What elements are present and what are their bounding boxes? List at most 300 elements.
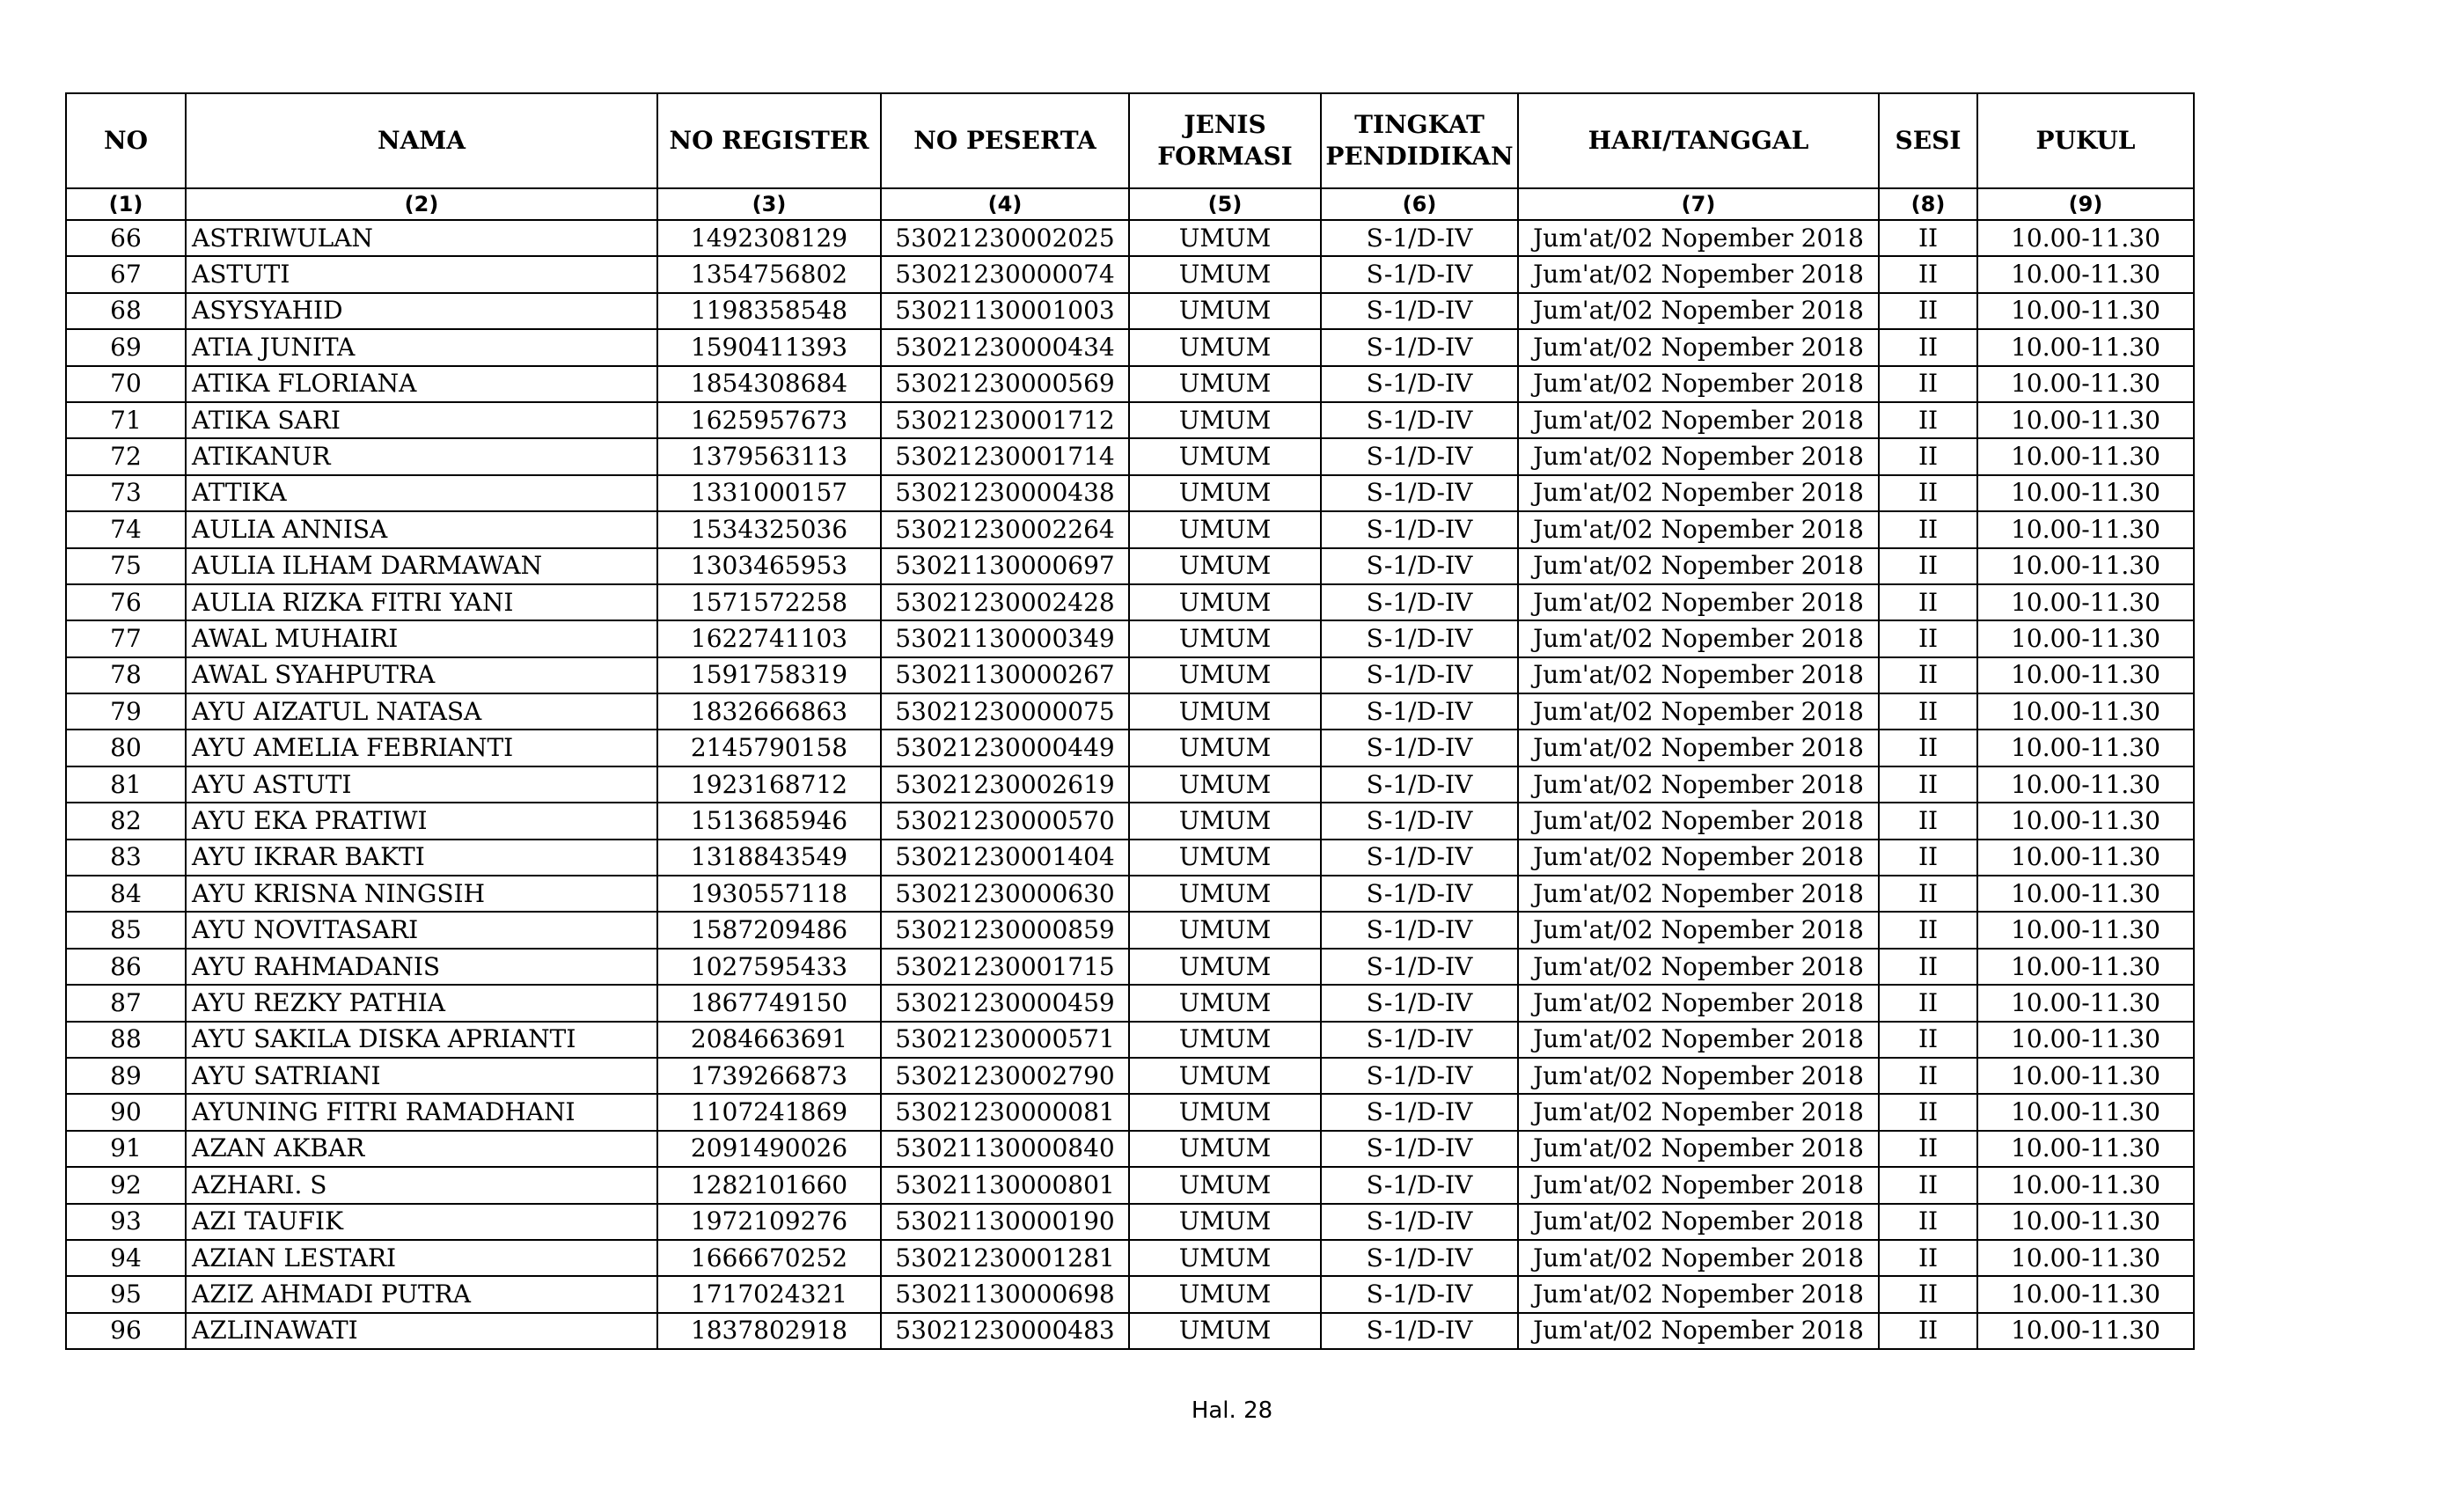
cell-no-peserta: 53021130000840 [881,1131,1129,1167]
cell-no: 81 [66,766,186,803]
cell-tingkat-pendidikan: S-1/D-IV [1321,438,1518,474]
cell-jenis-formasi: UMUM [1129,840,1321,876]
cell-pukul: 10.00-11.30 [1977,511,2194,547]
cell-jenis-formasi: UMUM [1129,511,1321,547]
table-row [66,220,2194,256]
header-pukul: PUKUL [1977,93,2194,188]
cell-no-peserta: 53021230000081 [881,1094,1129,1130]
cell-no: 67 [66,256,186,292]
column-number: (8) [1879,188,1977,220]
table-row [66,1058,2194,1094]
participant-table [65,92,2195,1350]
cell-no-register: 1923168712 [657,766,881,803]
cell-no-register: 2145790158 [657,730,881,766]
cell-sesi: II [1879,1313,1977,1349]
cell-no-peserta: 53021130001003 [881,293,1129,329]
cell-jenis-formasi: UMUM [1129,475,1321,511]
cell-no-register: 1587209486 [657,912,881,948]
cell-nama: ASYSYAHID [186,293,657,329]
cell-hari-tanggal: Jum'at/02 Nopember 2018 [1518,1313,1879,1349]
cell-no: 94 [66,1240,186,1276]
cell-jenis-formasi: UMUM [1129,329,1321,365]
cell-pukul: 10.00-11.30 [1977,329,2194,365]
table-row [66,548,2194,584]
cell-sesi: II [1879,912,1977,948]
cell-no-peserta: 53021230000449 [881,730,1129,766]
cell-no-peserta: 53021230002790 [881,1058,1129,1094]
cell-no-peserta: 53021130000190 [881,1204,1129,1240]
cell-no-register: 1972109276 [657,1204,881,1240]
cell-no: 96 [66,1313,186,1349]
cell-hari-tanggal: Jum'at/02 Nopember 2018 [1518,548,1879,584]
table-row [66,256,2194,292]
cell-nama: AYU RAHMADANIS [186,949,657,985]
cell-no-register: 1318843549 [657,840,881,876]
cell-hari-tanggal: Jum'at/02 Nopember 2018 [1518,584,1879,620]
cell-sesi: II [1879,438,1977,474]
cell-jenis-formasi: UMUM [1129,985,1321,1021]
cell-no: 83 [66,840,186,876]
cell-nama: AWAL MUHAIRI [186,620,657,656]
cell-sesi: II [1879,1094,1977,1130]
table-row [66,1313,2194,1349]
cell-sesi: II [1879,1240,1977,1276]
cell-tingkat-pendidikan: S-1/D-IV [1321,1167,1518,1203]
cell-tingkat-pendidikan: S-1/D-IV [1321,730,1518,766]
cell-pukul: 10.00-11.30 [1977,803,2194,839]
table-row [66,402,2194,438]
cell-jenis-formasi: UMUM [1129,402,1321,438]
cell-no-register: 1492308129 [657,220,881,256]
cell-jenis-formasi: UMUM [1129,912,1321,948]
cell-pukul: 10.00-11.30 [1977,475,2194,511]
cell-hari-tanggal: Jum'at/02 Nopember 2018 [1518,438,1879,474]
cell-no-peserta: 53021230000483 [881,1313,1129,1349]
cell-hari-tanggal: Jum'at/02 Nopember 2018 [1518,1204,1879,1240]
table-row [66,438,2194,474]
cell-nama: AZIAN LESTARI [186,1240,657,1276]
cell-hari-tanggal: Jum'at/02 Nopember 2018 [1518,366,1879,402]
cell-no-register: 1591758319 [657,657,881,693]
cell-sesi: II [1879,366,1977,402]
cell-no-register: 2084663691 [657,1022,881,1058]
cell-tingkat-pendidikan: S-1/D-IV [1321,1022,1518,1058]
cell-tingkat-pendidikan: S-1/D-IV [1321,475,1518,511]
cell-tingkat-pendidikan: S-1/D-IV [1321,293,1518,329]
cell-no: 84 [66,876,186,912]
table-row [66,511,2194,547]
table-row [66,985,2194,1021]
column-number: (9) [1977,188,2194,220]
cell-no-peserta: 53021230001714 [881,438,1129,474]
cell-sesi: II [1879,693,1977,730]
cell-pukul: 10.00-11.30 [1977,402,2194,438]
cell-nama: AZI TAUFIK [186,1204,657,1240]
cell-pukul: 10.00-11.30 [1977,620,2194,656]
cell-tingkat-pendidikan: S-1/D-IV [1321,620,1518,656]
cell-tingkat-pendidikan: S-1/D-IV [1321,220,1518,256]
cell-no: 69 [66,329,186,365]
cell-tingkat-pendidikan: S-1/D-IV [1321,1094,1518,1130]
table-row [66,1131,2194,1167]
cell-jenis-formasi: UMUM [1129,1204,1321,1240]
header-row [66,93,2194,188]
cell-sesi: II [1879,949,1977,985]
cell-tingkat-pendidikan: S-1/D-IV [1321,1058,1518,1094]
cell-no: 91 [66,1131,186,1167]
table-row [66,1022,2194,1058]
cell-pukul: 10.00-11.30 [1977,584,2194,620]
cell-hari-tanggal: Jum'at/02 Nopember 2018 [1518,1094,1879,1130]
cell-jenis-formasi: UMUM [1129,1131,1321,1167]
cell-jenis-formasi: UMUM [1129,657,1321,693]
cell-nama: ATIKANUR [186,438,657,474]
cell-sesi: II [1879,1167,1977,1203]
cell-hari-tanggal: Jum'at/02 Nopember 2018 [1518,766,1879,803]
column-number: (1) [66,188,186,220]
cell-no: 66 [66,220,186,256]
cell-no-register: 1198358548 [657,293,881,329]
cell-tingkat-pendidikan: S-1/D-IV [1321,548,1518,584]
cell-pukul: 10.00-11.30 [1977,1240,2194,1276]
header-no-peserta: NO PESERTA [881,93,1129,188]
cell-nama: ATIKA SARI [186,402,657,438]
cell-no: 72 [66,438,186,474]
header-tingkat-pendidikan: TINGKAT PENDIDIKAN [1321,93,1518,188]
cell-hari-tanggal: Jum'at/02 Nopember 2018 [1518,1167,1879,1203]
table-row [66,876,2194,912]
cell-jenis-formasi: UMUM [1129,438,1321,474]
cell-tingkat-pendidikan: S-1/D-IV [1321,1204,1518,1240]
cell-pukul: 10.00-11.30 [1977,840,2194,876]
cell-no-register: 1027595433 [657,949,881,985]
cell-jenis-formasi: UMUM [1129,693,1321,730]
header-sesi: SESI [1879,93,1977,188]
table-row [66,475,2194,511]
cell-pukul: 10.00-11.30 [1977,949,2194,985]
cell-nama: ATIA JUNITA [186,329,657,365]
cell-hari-tanggal: Jum'at/02 Nopember 2018 [1518,730,1879,766]
cell-sesi: II [1879,840,1977,876]
cell-nama: AYU REZKY PATHIA [186,985,657,1021]
cell-tingkat-pendidikan: S-1/D-IV [1321,1240,1518,1276]
cell-pukul: 10.00-11.30 [1977,1094,2194,1130]
cell-jenis-formasi: UMUM [1129,876,1321,912]
cell-no-peserta: 53021230002025 [881,220,1129,256]
cell-pukul: 10.00-11.30 [1977,693,2194,730]
table-row [66,366,2194,402]
cell-hari-tanggal: Jum'at/02 Nopember 2018 [1518,475,1879,511]
cell-tingkat-pendidikan: S-1/D-IV [1321,949,1518,985]
cell-pukul: 10.00-11.30 [1977,1131,2194,1167]
cell-no-peserta: 53021230000569 [881,366,1129,402]
cell-sesi: II [1879,730,1977,766]
cell-nama: ATIKA FLORIANA [186,366,657,402]
cell-no: 70 [66,366,186,402]
cell-nama: ASTUTI [186,256,657,292]
header-no-register: NO REGISTER [657,93,881,188]
header-no: NO [66,93,186,188]
cell-tingkat-pendidikan: S-1/D-IV [1321,402,1518,438]
cell-pukul: 10.00-11.30 [1977,548,2194,584]
table-row [66,1204,2194,1240]
cell-sesi: II [1879,402,1977,438]
cell-tingkat-pendidikan: S-1/D-IV [1321,366,1518,402]
cell-nama: AZAN AKBAR [186,1131,657,1167]
cell-sesi: II [1879,985,1977,1021]
cell-hari-tanggal: Jum'at/02 Nopember 2018 [1518,693,1879,730]
cell-sesi: II [1879,766,1977,803]
cell-hari-tanggal: Jum'at/02 Nopember 2018 [1518,985,1879,1021]
cell-sesi: II [1879,256,1977,292]
cell-no-register: 1303465953 [657,548,881,584]
table-row [66,840,2194,876]
table-row [66,657,2194,693]
cell-no: 75 [66,548,186,584]
cell-jenis-formasi: UMUM [1129,366,1321,402]
cell-pukul: 10.00-11.30 [1977,912,2194,948]
table-row [66,584,2194,620]
cell-no-peserta: 53021130000267 [881,657,1129,693]
cell-no-register: 1534325036 [657,511,881,547]
cell-no-register: 1739266873 [657,1058,881,1094]
cell-sesi: II [1879,329,1977,365]
cell-nama: AYUNING FITRI RAMADHANI [186,1094,657,1130]
cell-sesi: II [1879,548,1977,584]
cell-no-register: 2091490026 [657,1131,881,1167]
cell-tingkat-pendidikan: S-1/D-IV [1321,985,1518,1021]
cell-tingkat-pendidikan: S-1/D-IV [1321,803,1518,839]
cell-nama: AYU SATRIANI [186,1058,657,1094]
table-row [66,293,2194,329]
cell-nama: ATTIKA [186,475,657,511]
cell-tingkat-pendidikan: S-1/D-IV [1321,511,1518,547]
cell-jenis-formasi: UMUM [1129,766,1321,803]
cell-nama: AYU IKRAR BAKTI [186,840,657,876]
cell-sesi: II [1879,1058,1977,1094]
cell-no-peserta: 53021230001281 [881,1240,1129,1276]
cell-no-peserta: 53021230000438 [881,475,1129,511]
cell-no-register: 1571572258 [657,584,881,620]
column-number: (4) [881,188,1129,220]
cell-tingkat-pendidikan: S-1/D-IV [1321,766,1518,803]
cell-nama: AZIZ AHMADI PUTRA [186,1276,657,1312]
cell-no: 73 [66,475,186,511]
cell-hari-tanggal: Jum'at/02 Nopember 2018 [1518,620,1879,656]
column-number: (7) [1518,188,1879,220]
cell-pukul: 10.00-11.30 [1977,293,2194,329]
column-number-row [66,188,2194,220]
cell-no-register: 1867749150 [657,985,881,1021]
cell-tingkat-pendidikan: S-1/D-IV [1321,256,1518,292]
cell-jenis-formasi: UMUM [1129,293,1321,329]
cell-pukul: 10.00-11.30 [1977,366,2194,402]
cell-sesi: II [1879,1204,1977,1240]
cell-no-peserta: 53021230000571 [881,1022,1129,1058]
cell-hari-tanggal: Jum'at/02 Nopember 2018 [1518,949,1879,985]
cell-no-register: 1837802918 [657,1313,881,1349]
cell-tingkat-pendidikan: S-1/D-IV [1321,329,1518,365]
cell-jenis-formasi: UMUM [1129,949,1321,985]
cell-no-peserta: 53021230000075 [881,693,1129,730]
cell-pukul: 10.00-11.30 [1977,220,2194,256]
cell-nama: AYU AMELIA FEBRIANTI [186,730,657,766]
cell-nama: AULIA ANNISA [186,511,657,547]
cell-pukul: 10.00-11.30 [1977,1058,2194,1094]
cell-hari-tanggal: Jum'at/02 Nopember 2018 [1518,803,1879,839]
table-row [66,1167,2194,1203]
cell-pukul: 10.00-11.30 [1977,657,2194,693]
cell-hari-tanggal: Jum'at/02 Nopember 2018 [1518,1058,1879,1094]
cell-no-peserta: 53021130000349 [881,620,1129,656]
cell-no: 68 [66,293,186,329]
cell-no: 87 [66,985,186,1021]
cell-hari-tanggal: Jum'at/02 Nopember 2018 [1518,293,1879,329]
cell-no-peserta: 53021230001404 [881,840,1129,876]
cell-no: 89 [66,1058,186,1094]
cell-no-peserta: 53021130000698 [881,1276,1129,1312]
cell-tingkat-pendidikan: S-1/D-IV [1321,584,1518,620]
cell-sesi: II [1879,511,1977,547]
cell-no-register: 1625957673 [657,402,881,438]
header-hari-tanggal: HARI/TANGGAL [1518,93,1879,188]
cell-no-peserta: 53021230002619 [881,766,1129,803]
cell-no-peserta: 53021230000434 [881,329,1129,365]
cell-no-register: 1379563113 [657,438,881,474]
table-row [66,329,2194,365]
cell-tingkat-pendidikan: S-1/D-IV [1321,1276,1518,1312]
cell-pukul: 10.00-11.30 [1977,985,2194,1021]
cell-nama: AYU SAKILA DISKA APRIANTI [186,1022,657,1058]
cell-no: 79 [66,693,186,730]
cell-no-register: 1930557118 [657,876,881,912]
cell-tingkat-pendidikan: S-1/D-IV [1321,876,1518,912]
cell-no-register: 1832666863 [657,693,881,730]
cell-hari-tanggal: Jum'at/02 Nopember 2018 [1518,1240,1879,1276]
cell-no-peserta: 53021230000074 [881,256,1129,292]
cell-jenis-formasi: UMUM [1129,1276,1321,1312]
cell-pukul: 10.00-11.30 [1977,1167,2194,1203]
cell-no: 77 [66,620,186,656]
table-row [66,1240,2194,1276]
header-nama: NAMA [186,93,657,188]
cell-no-peserta: 53021230000459 [881,985,1129,1021]
cell-no-register: 1590411393 [657,329,881,365]
cell-jenis-formasi: UMUM [1129,620,1321,656]
header-jenis-formasi: JENIS FORMASI [1129,93,1321,188]
table-row [66,766,2194,803]
table-row [66,949,2194,985]
cell-hari-tanggal: Jum'at/02 Nopember 2018 [1518,1131,1879,1167]
table-row [66,730,2194,766]
cell-nama: AYU KRISNA NINGSIH [186,876,657,912]
cell-jenis-formasi: UMUM [1129,1240,1321,1276]
cell-no: 74 [66,511,186,547]
cell-sesi: II [1879,620,1977,656]
cell-no-peserta: 53021230001712 [881,402,1129,438]
cell-hari-tanggal: Jum'at/02 Nopember 2018 [1518,329,1879,365]
cell-hari-tanggal: Jum'at/02 Nopember 2018 [1518,402,1879,438]
table-header [66,93,2194,220]
cell-no: 92 [66,1167,186,1203]
cell-sesi: II [1879,584,1977,620]
cell-sesi: II [1879,1276,1977,1312]
page-number: Hal. 28 [1191,1397,1273,1424]
table-body [66,220,2194,1349]
cell-no: 82 [66,803,186,839]
cell-hari-tanggal: Jum'at/02 Nopember 2018 [1518,840,1879,876]
cell-tingkat-pendidikan: S-1/D-IV [1321,657,1518,693]
cell-nama: AULIA ILHAM DARMAWAN [186,548,657,584]
cell-pukul: 10.00-11.30 [1977,1204,2194,1240]
cell-pukul: 10.00-11.30 [1977,1313,2194,1349]
cell-hari-tanggal: Jum'at/02 Nopember 2018 [1518,220,1879,256]
cell-no: 90 [66,1094,186,1130]
cell-nama: AYU EKA PRATIWI [186,803,657,839]
cell-no-register: 1622741103 [657,620,881,656]
cell-jenis-formasi: UMUM [1129,256,1321,292]
cell-no-register: 1666670252 [657,1240,881,1276]
cell-jenis-formasi: UMUM [1129,220,1321,256]
cell-sesi: II [1879,876,1977,912]
cell-no-peserta: 53021130000697 [881,548,1129,584]
cell-hari-tanggal: Jum'at/02 Nopember 2018 [1518,256,1879,292]
table-row [66,803,2194,839]
cell-pukul: 10.00-11.30 [1977,1022,2194,1058]
cell-jenis-formasi: UMUM [1129,1094,1321,1130]
cell-no-peserta: 53021230002264 [881,511,1129,547]
cell-tingkat-pendidikan: S-1/D-IV [1321,840,1518,876]
cell-no-peserta: 53021230000630 [881,876,1129,912]
cell-no-peserta: 53021130000801 [881,1167,1129,1203]
cell-jenis-formasi: UMUM [1129,584,1321,620]
table-row [66,693,2194,730]
cell-sesi: II [1879,657,1977,693]
table-row [66,1276,2194,1312]
cell-no-register: 1331000157 [657,475,881,511]
cell-jenis-formasi: UMUM [1129,730,1321,766]
cell-no-register: 1513685946 [657,803,881,839]
cell-pukul: 10.00-11.30 [1977,256,2194,292]
cell-nama: AYU AIZATUL NATASA [186,693,657,730]
cell-jenis-formasi: UMUM [1129,1022,1321,1058]
cell-tingkat-pendidikan: S-1/D-IV [1321,1131,1518,1167]
cell-no-register: 1854308684 [657,366,881,402]
cell-no-register: 1717024321 [657,1276,881,1312]
cell-nama: AZLINAWATI [186,1313,657,1349]
cell-sesi: II [1879,803,1977,839]
cell-no: 86 [66,949,186,985]
cell-pukul: 10.00-11.30 [1977,730,2194,766]
cell-no-register: 1282101660 [657,1167,881,1203]
cell-hari-tanggal: Jum'at/02 Nopember 2018 [1518,876,1879,912]
table-row [66,912,2194,948]
cell-hari-tanggal: Jum'at/02 Nopember 2018 [1518,1022,1879,1058]
cell-sesi: II [1879,1131,1977,1167]
table-row [66,1094,2194,1130]
cell-no: 76 [66,584,186,620]
cell-nama: AYU ASTUTI [186,766,657,803]
column-number: (6) [1321,188,1518,220]
cell-no: 95 [66,1276,186,1312]
cell-no: 80 [66,730,186,766]
cell-jenis-formasi: UMUM [1129,548,1321,584]
cell-hari-tanggal: Jum'at/02 Nopember 2018 [1518,1276,1879,1312]
cell-no-register: 1107241869 [657,1094,881,1130]
column-number: (5) [1129,188,1321,220]
cell-no-peserta: 53021230000570 [881,803,1129,839]
cell-no-peserta: 53021230000859 [881,912,1129,948]
